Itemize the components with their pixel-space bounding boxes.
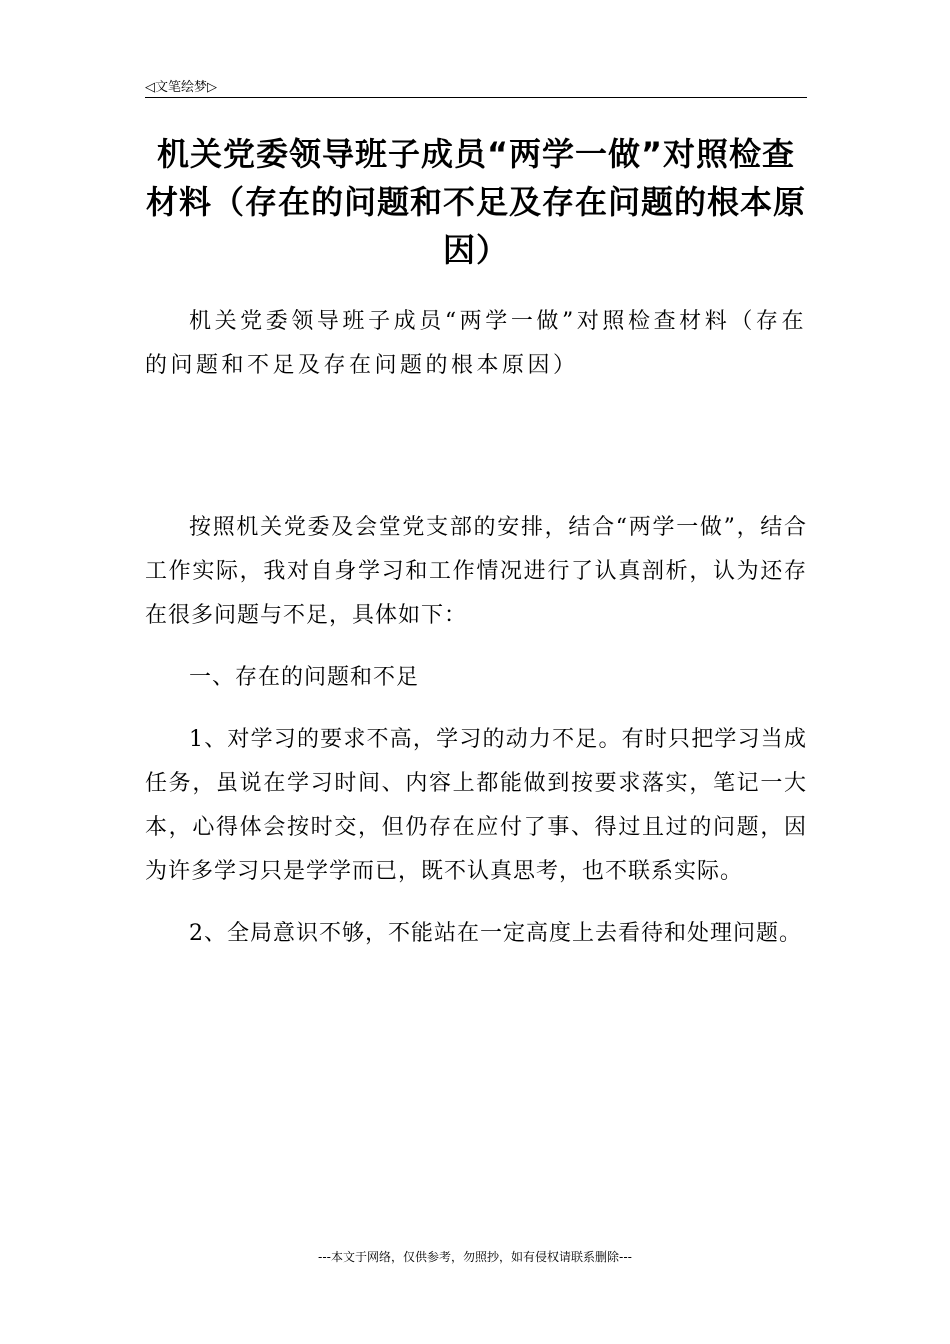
- point-one-paragraph: 1、对学习的要求不高，学习的动力不足。有时只把学习当成任务，虽说在学习时间、内容上都能做到按要求落实，笔记一大本，心得体会按时交，但仍存在应付了事、得过且过的问题，因为许多学习只是学学而已，既不认真思考，也不联系实际。: [145, 727, 807, 884]
- spacer: [145, 638, 807, 656]
- page-footer: ---本文于网络，仅供参考，勿照抄，如有侵权请联系删除---: [318, 1250, 632, 1264]
- document-title: 机关党委领导班子成员“两学一做”对照检查材料（存在的问题和不足及存在问题的根本原因）: [145, 135, 806, 269]
- spacer: [145, 700, 807, 718]
- document-body: [145, 300, 807, 956]
- intro-paragraph: 按照机关党委及会堂党支部的安排，结合“两学一做”，结合工作实际，我对自身学习和工作情况进行了认真剖析，认为还存在很多问题与不足，具体如下：: [145, 515, 807, 628]
- point-two-paragraph: 2、全局意识不够，不能站在一定高度上去看待和处理问题。: [189, 921, 802, 946]
- spacer: [145, 388, 807, 506]
- section-heading: 一、存在的问题和不足: [189, 665, 420, 690]
- header-label: ◁文笔绘梦▷: [145, 80, 217, 95]
- header-divider: [145, 97, 807, 98]
- spacer: [145, 894, 807, 912]
- page-header: [145, 76, 807, 98]
- subtitle-paragraph: 机关党委领导班子成员“两学一做”对照检查材料（存在的问题和不足及存在问题的根本原因）: [145, 309, 807, 378]
